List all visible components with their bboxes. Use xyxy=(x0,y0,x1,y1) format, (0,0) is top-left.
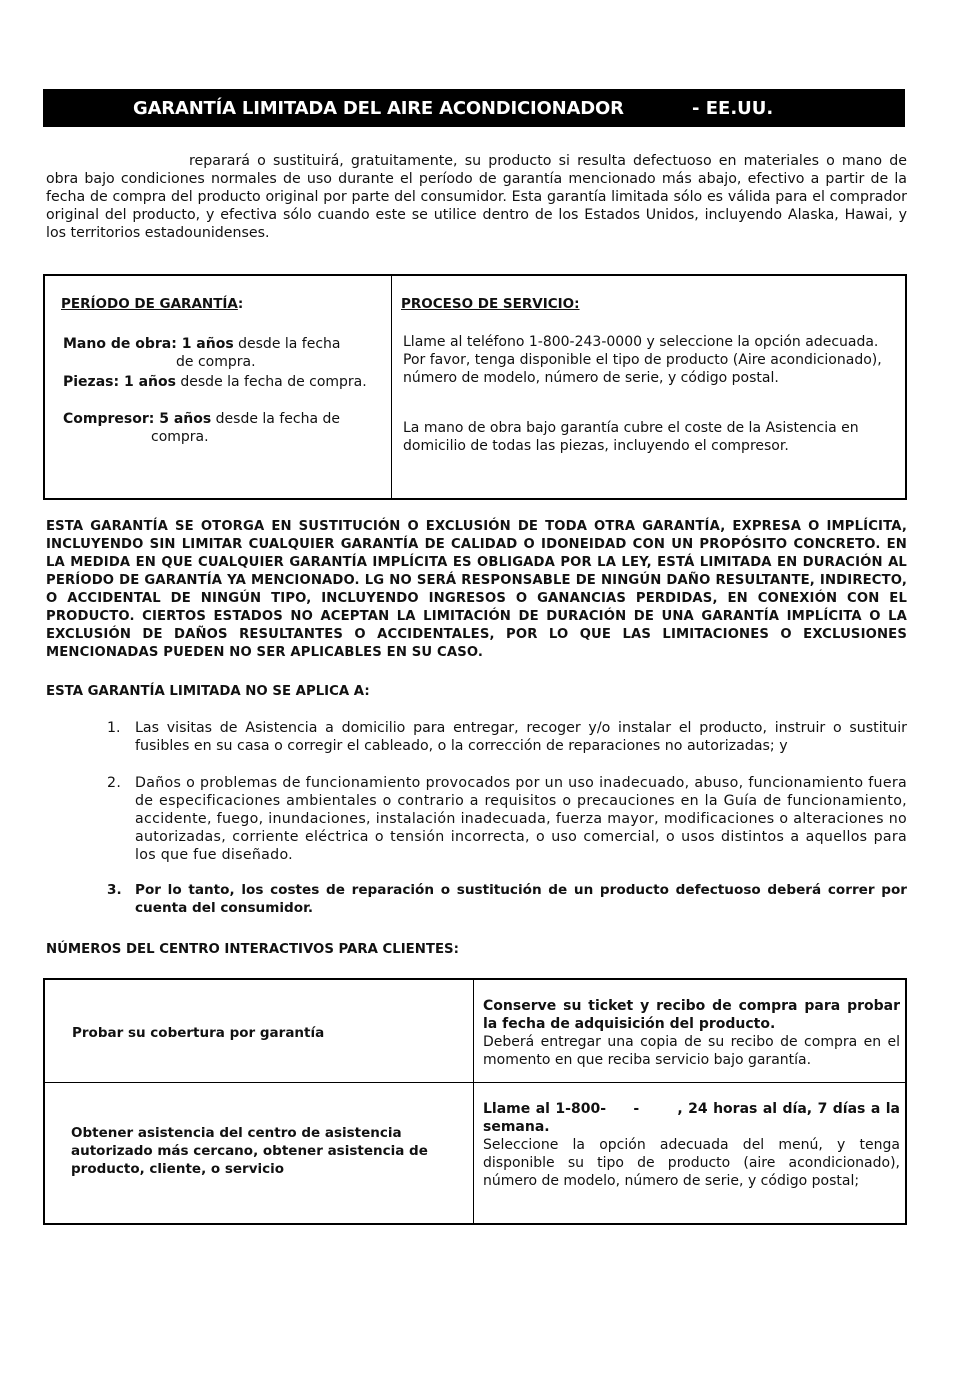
disclaimer: ESTA GARANTÍA SE OTORGA EN SUSTITUCIÓN O EXCLUSIÓN DE TODA OTRA GARANTÍA, EXPRESA O IMPLÍCITA, INCLUYENDO SIN LIMITAR CUALQUIER GARANTÍA DE CALIDAD O IDONEIDAD CON UN PROPÓSITO CONCRETO. EN LA MEDIDA EN QUE CUALQUIER GARANTÍA IMPLÍCITA ES OBLIGADA POR LA LEY, ESTÁ LIMITADA EN DURACIÓN AL PERÍODO DE GARANTÍA YA MENCIONADO. LG NO SERÁ RESPONSABLE DE NINGÚN DAÑO RESULTANTE, INDIRECTO, O ACCIDENTAL DE NINGÚN TIPO, INCLUYENDO INGRESOS O GANANCIAS PERDIDAS, EN CONEXIÓN CON EL PRODUCTO. CIERTOS ESTADOS NO ACEPTAN LA LIMITACIÓN DE DURACIÓN DE UNA GARANTÍA IMPLÍCITA O LA EXCLUSIÓN DE DAÑOS RESULTANTES O ACCIDENTALES, POR LO QUE LAS LIMITACIONES O EXCLUSIONES MENCIONADAS PUEDEN NO SER APLICABLES EN SU CASO. xyxy=(46,519,907,660)
not-applicable-heading: ESTA GARANTÍA LIMITADA NO SE APLICA A: xyxy=(46,684,370,699)
row1-right xyxy=(483,997,900,1069)
parts-period: Piezas: 1 años desde la fecha de compra. xyxy=(63,374,367,390)
exclusion-number: 1. xyxy=(107,720,121,736)
exclusion-text: Daños o problemas de funcionamiento provocados por un uso inadecuado, abuso, funcionamiento fuera de especificaciones ambientales o contrario a requisitos o precauciones en la Guía de funcionamiento, accidente, fuego, inundaciones, instalación inadecuada, fuerza mayor, modificaciones o alteraciones no autorizadas, corriente eléctrica o tensión incorrecta, o uso comercial, o usos distintos a aquellos para los que fue diseñado. xyxy=(135,775,907,863)
exclusion-text: Por lo tanto, los costes de reparación o sustitución de un producto defectuoso deberá correr por cuenta del consumidor. xyxy=(135,882,907,916)
exclusion-number: 3. xyxy=(107,882,122,898)
title-bar xyxy=(43,89,905,127)
exclusion-item xyxy=(107,774,907,864)
labor-period: Mano de obra: 1 años desde la fecha de compra. xyxy=(63,336,341,370)
warranty-box xyxy=(43,274,907,500)
period-heading: PERÍODO DE GARANTÍA: xyxy=(61,296,244,312)
row1-right-bold: Conserve su ticket y recibo de compra para probar la fecha de adquisición del producto. xyxy=(483,998,900,1032)
row2-right-text: Seleccione la opción adecuada del menú, y tenga disponible su tipo de producto (aire acondicionado), número de modelo, número de serie, y código postal; xyxy=(483,1137,900,1189)
intro-paragraph xyxy=(46,152,907,242)
intro-text: reparará o sustituirá, gratuitamente, su producto si resulta defectuoso en materiales o mano de obra bajo condiciones normales de uso durante el período de garantía mencionado más abajo, efectivo a partir de la fecha de compra del producto original por parte del consumidor. Esta garantía limitada sólo es válida para el comprador original del producto, y efectiva sólo cuando este se utilice dentro de los Estados Unidos, incluyendo Alaska, Hawai, y los territorios estadounidenses. xyxy=(46,153,907,241)
service-text-1: Llame al teléfono 1-800-243-0000 y seleccione la opción adecuada. Por favor, tenga disponible el tipo de producto (Aire acondicionado), número de modelo, número de serie, y código postal. xyxy=(403,334,882,386)
compressor-period: Compresor: 5 años desde la fecha de compra. xyxy=(63,411,340,445)
row1-right-text: Deberá entregar una copia de su recibo de compra en el momento en que reciba servicio bajo garantía. xyxy=(483,1034,900,1068)
table-horizontal-divider xyxy=(45,1082,905,1083)
row2-right-bold: Llame al 1-800- - , 24 horas al día, 7 días a la semana. xyxy=(483,1101,905,1135)
exclusion-item xyxy=(107,881,907,917)
customer-table xyxy=(43,978,907,1225)
exclusion-number: 2. xyxy=(107,775,122,791)
exclusion-text: Las visitas de Asistencia a domicilio para entregar, recoger y/o instalar el producto, instruir o sustituir fusibles en su casa o corregir el cableado, o la corrección de reparaciones no autorizadas; y xyxy=(135,720,907,754)
numbers-heading: NÚMEROS DEL CENTRO INTERACTIVOS PARA CLIENTES: xyxy=(46,942,459,957)
row2-left: Obtener asistencia del centro de asistencia autorizado más cercano, obtener asistencia de producto, cliente, o servicio xyxy=(71,1125,428,1177)
row2-right xyxy=(483,1100,905,1190)
page-title: GARANTÍA LIMITADA DEL AIRE ACONDICIONADOR xyxy=(133,98,624,119)
service-text-2: La mano de obra bajo garantía cubre el coste de la Asistencia en domicilio de todas las piezas, incluyendo el compresor. xyxy=(403,420,859,454)
region-label: - EE.UU. xyxy=(692,98,774,119)
table-vertical-divider xyxy=(473,980,474,1223)
row1-left: Probar su cobertura por garantía xyxy=(72,1025,325,1041)
exclusion-item xyxy=(107,719,907,755)
service-heading: PROCESO DE SERVICIO: xyxy=(401,296,580,312)
